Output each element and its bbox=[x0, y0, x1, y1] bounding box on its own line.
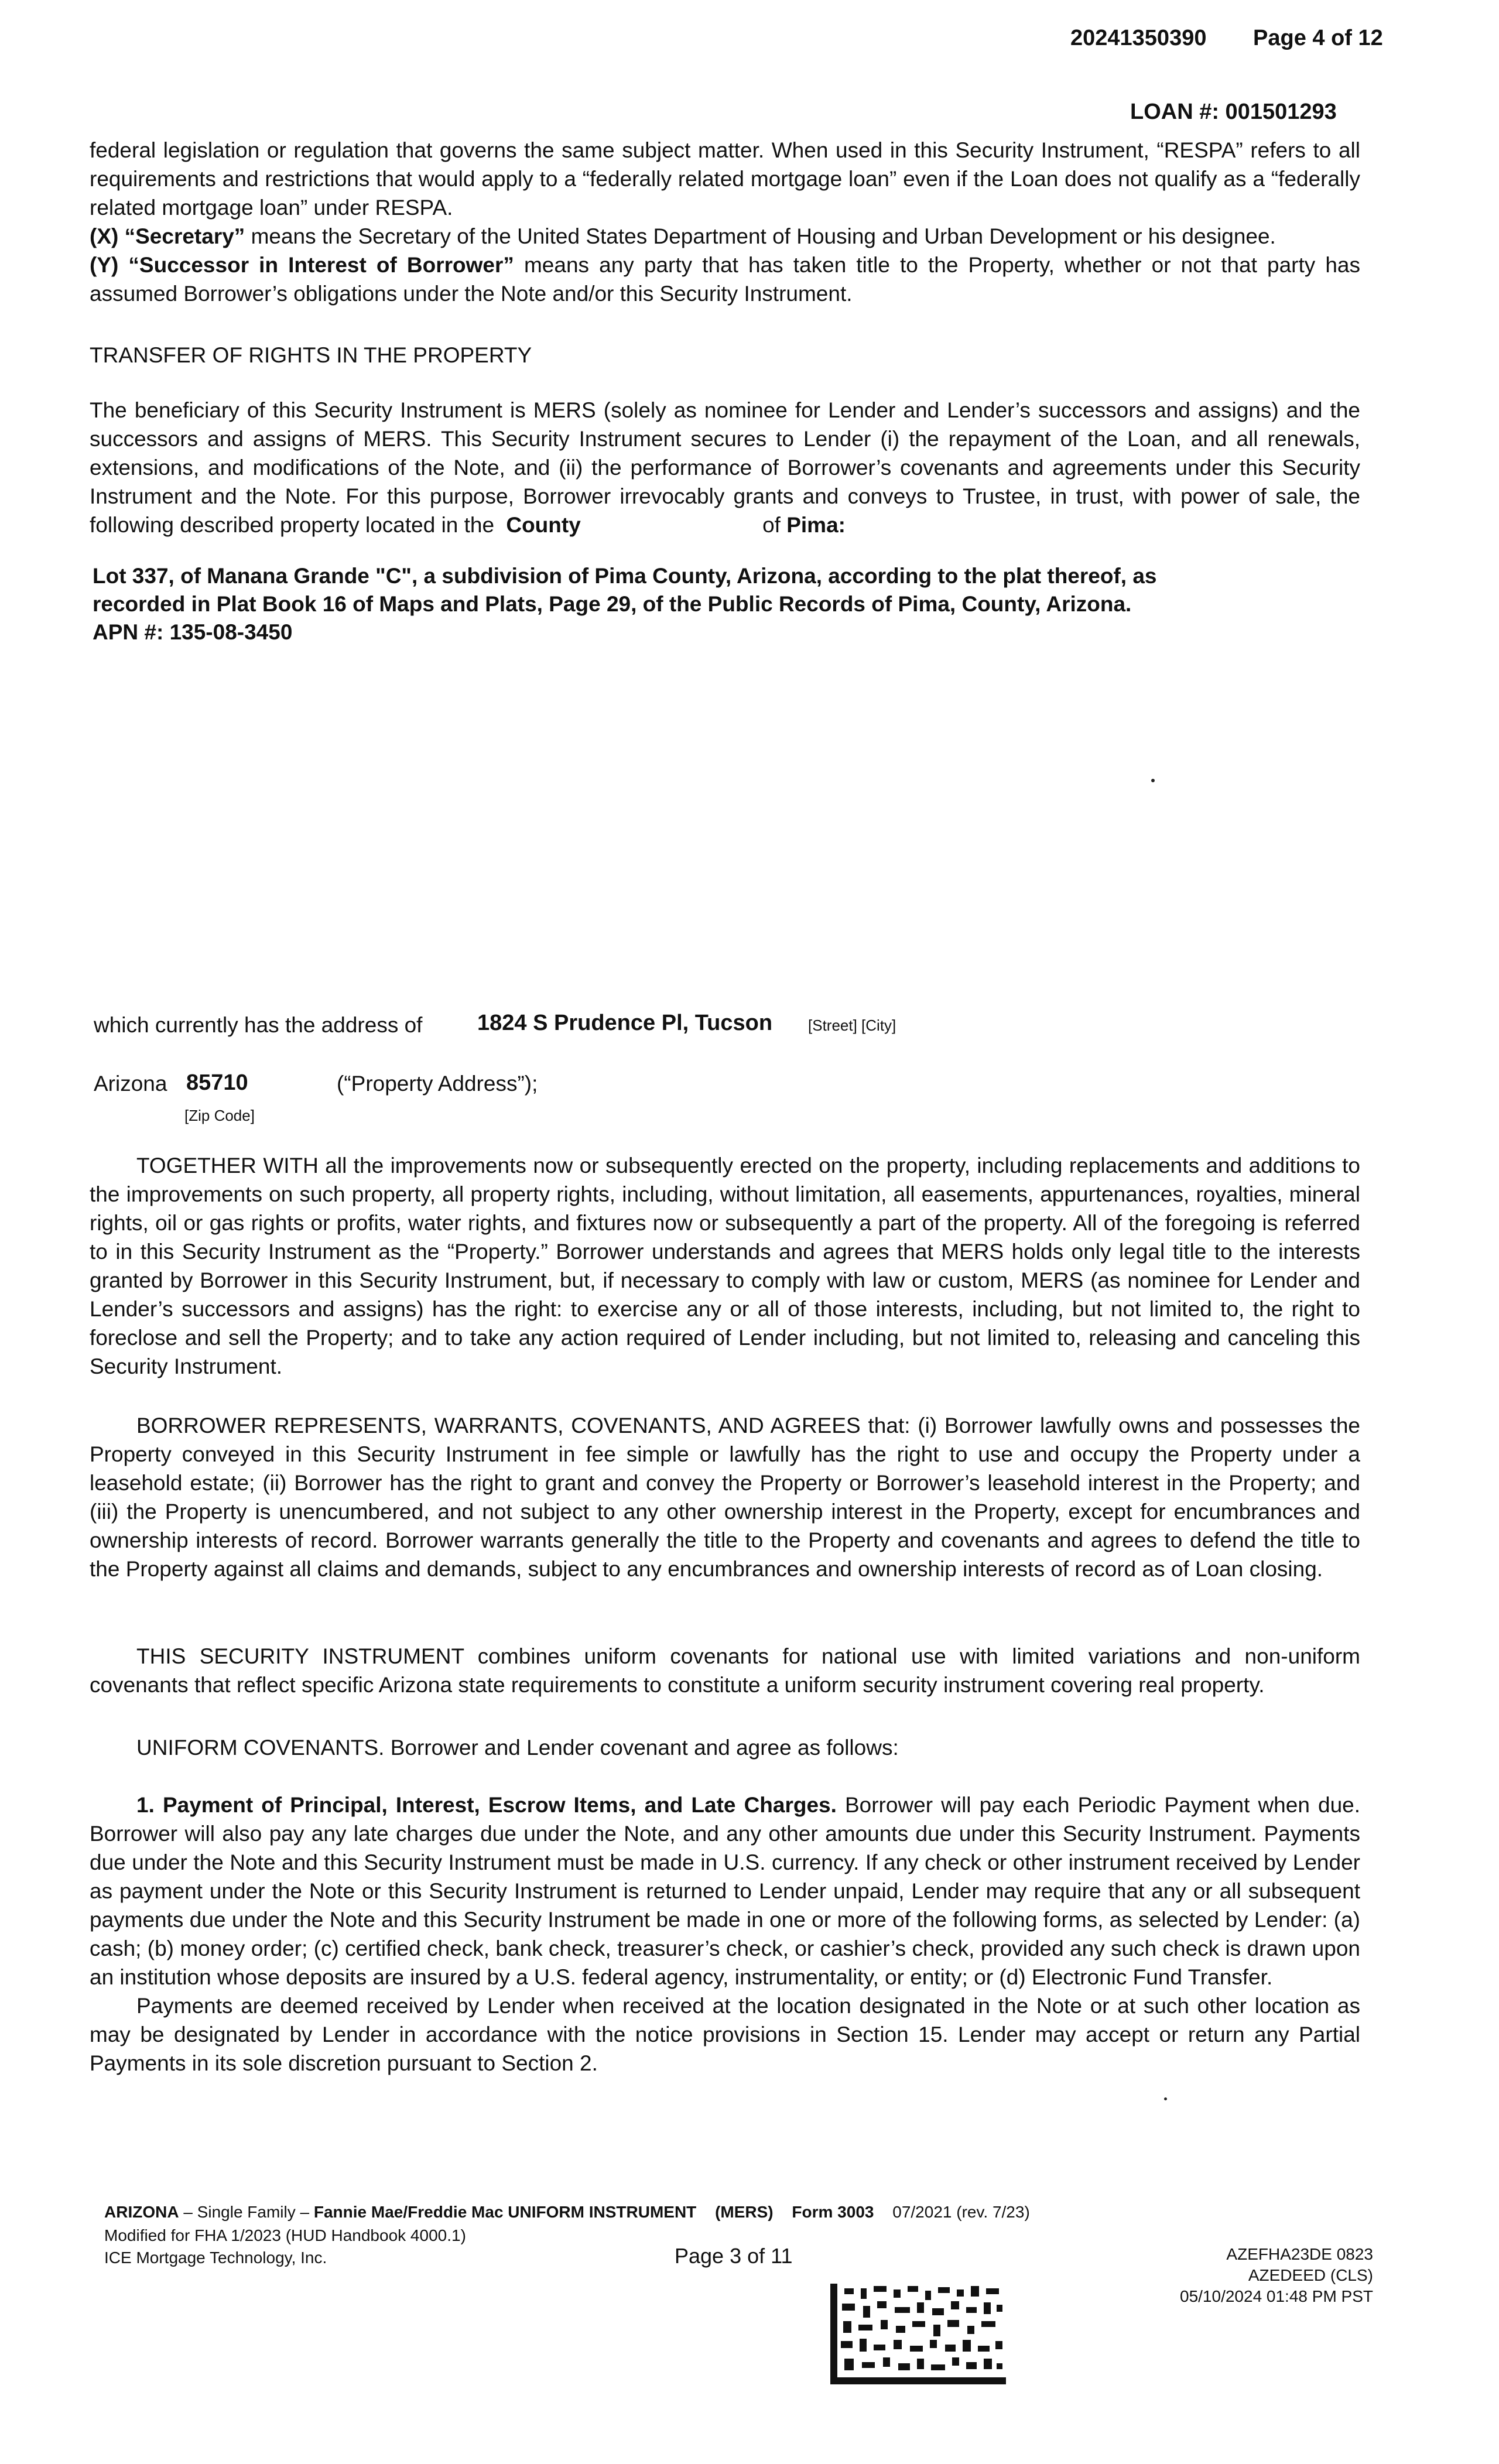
footer-state: ARIZONA bbox=[104, 2203, 179, 2221]
footer-vendor: ICE Mortgage Technology, Inc. bbox=[104, 2249, 327, 2267]
together-with-paragraph: TOGETHER WITH all the improvements now or subsequently erected on the property, including replacements and additions to the improvements on such property, all property rights, including, without limitation, all easements, appurtenances, royalties, mineral rights, oil or gas rights or profits, water rights, and fixtures now or subsequently a part of the property. All of the foregoing is referred to in this Security Instrument as the “Property.” Borrower understands and agrees that MERS holds only legal title to the interests granted by Borrower in this Security Instrument, but, if necessary to comply with law or custom, MERS (as nominee for Lender and Lender’s successors and assigns) has the right: to exercise any or all of those interests, including, but not limited to, the right to foreclose and sell the Property; and to take any action required of Lender including, but not limited to, releasing and canceling this Security Instrument. bbox=[90, 1154, 1360, 1378]
section-1-text: Borrower will pay each Periodic Payment when due. Borrower will also pay any late charges due under the Note, and any other amounts due under this Security Instrument. Payments due under the Note and this Security Instrument must be made in U.S. currency. If any check or other instrument received by Lender as payment under the Note or this Security Instrument is returned to Lender unpaid, Lender may require that any or all subsequent payments due under the Note and this Security Instrument be made in one or more of the following forms, as selected by Lender: (a) cash; (b) money order; (c) certified check, bank check, treasurer’s check, or cashier’s check, provided any such check is drawn upon an institution whose deposits are insured by a U.S. federal agency, instrumentality, or entity; or (d) Electronic Fund Transfer. bbox=[90, 1793, 1360, 1989]
uniform-covenants-heading: UNIFORM COVENANTS. Borrower and Lender covenant and agree as follows: bbox=[136, 1736, 899, 1760]
footer-timestamp: 05/10/2024 01:48 PM PST bbox=[1180, 2287, 1373, 2305]
barcode-2d-icon bbox=[830, 2284, 1006, 2384]
footer-mers: (MERS) bbox=[715, 2203, 774, 2221]
transfer-paragraph bbox=[90, 396, 1360, 539]
transfer-heading: TRANSFER OF RIGHTS IN THE PROPERTY bbox=[90, 343, 532, 367]
loan-number: LOAN #: 001501293 bbox=[1130, 100, 1337, 124]
footer-page: Page 3 of 11 bbox=[675, 2244, 793, 2268]
legal-description bbox=[93, 562, 1157, 646]
section-1-number: 1. bbox=[136, 1793, 155, 1817]
stray-mark bbox=[1164, 2097, 1167, 2100]
legal-line-1: Lot 337, of Manana Grande "C", a subdivision of Pima County, Arizona, according to the plat thereof, as bbox=[93, 564, 1157, 588]
respa-definition-continuation: federal legislation or regulation that governs the same subject matter. When used in this Security Instrument, “RESPA” refers to all requirements and restrictions that would apply to a “federally related mortgage loan” even if the Loan does not qualify as a “federally related mortgage loan” under RESPA. bbox=[90, 138, 1360, 220]
section-1 bbox=[90, 1791, 1360, 2078]
footer-form-date: 07/2021 (rev. 7/23) bbox=[892, 2203, 1030, 2221]
property-address-label: (“Property Address”); bbox=[337, 1072, 538, 1096]
transfer-text: The beneficiary of this Security Instrument is MERS (solely as nominee for Lender and Lender’s successors and assigns) and the successors and assigns of MERS. This Security Instrument secures to Lender (i) the repayment of the Loan, and all renewals, extensions, and modifications of the Note, and (ii) the performance of Borrower’s covenants and agreements under this Security Instrument and the Note. For this purpose, Borrower irrevocably grants and conveys to Trustee, in trust, with power of sale, the following described property located in the bbox=[90, 398, 1360, 537]
borrower-represents-paragraph: BORROWER REPRESENTS, WARRANTS, COVENANTS, AND AGREES that: (i) Borrower lawfully owns and possesses the Property conveyed in this Security Instrument in fee simple or lawfully has the right to use and occupy the Property under a leasehold estate; (ii) Borrower has the right to grant and convey the Property or Borrower’s leasehold interest in the Property; and (iii) the Property is unencumbered, and not subject to any other ownership interest in the Property, except for encumbrances and ownership interests of record. Borrower warrants generally the title to the Property and covenants and agrees to defend the title to the Property against all claims and demands, subject to any encumbrances and ownership interests of record as of Loan closing. bbox=[90, 1414, 1360, 1581]
footer-form-line bbox=[104, 2202, 1030, 2223]
county-name: Pima: bbox=[786, 513, 846, 537]
apn-number: APN #: 135-08-3450 bbox=[93, 620, 293, 644]
street-city-caption: [Street] [City] bbox=[808, 1017, 896, 1034]
footer-code-2: AZEDEED (CLS) bbox=[1248, 2266, 1373, 2284]
section-1-paragraph bbox=[90, 1791, 1360, 1991]
section-1-title: Payment of Principal, Interest, Escrow Items, and Late Charges. bbox=[162, 1793, 837, 1817]
footer-code-1: AZEFHA23DE 0823 bbox=[1226, 2245, 1373, 2263]
street-city: 1824 S Prudence Pl, Tucson bbox=[477, 1011, 773, 1035]
footer-codes bbox=[1180, 2244, 1373, 2307]
definition-secretary bbox=[90, 222, 1360, 251]
legal-line-2: recorded in Plat Book 16 of Maps and Plats, Page 29, of the Public Records of Pima, County, Arizona. bbox=[93, 592, 1132, 616]
footer-modified: Modified for FHA 1/2023 (HUD Handbook 4000.1) bbox=[104, 2226, 466, 2244]
instrument-combines-paragraph: THIS SECURITY INSTRUMENT combines uniform covenants for national use with limited variations and non-uniform covenants that reflect specific Arizona state requirements to constitute a uniform security instrument covering real property. bbox=[90, 1644, 1360, 1697]
definition-label: (Y) bbox=[90, 253, 119, 277]
zip-code: 85710 bbox=[186, 1070, 248, 1095]
section-1-paragraph-2: Payments are deemed received by Lender when received at the location designated in the Note or at such other location as may be designated by Lender in accordance with the notice provisions in Section 15. Lender may accept or return any Partial Payments in its sole discretion pursuant to Section 2. bbox=[90, 1994, 1360, 2075]
definition-term: “Successor in Interest of Borrower” bbox=[128, 253, 514, 277]
of-label: of bbox=[762, 513, 781, 537]
page-label: Page 4 of 12 bbox=[1253, 26, 1383, 50]
address-intro: which currently has the address of bbox=[94, 1013, 423, 1037]
county-label: County bbox=[506, 513, 581, 537]
recording-number: 20241350390 bbox=[1070, 26, 1207, 50]
footer-sep: – Single Family – bbox=[179, 2203, 314, 2221]
state-name: Arizona bbox=[94, 1072, 167, 1096]
zip-caption: [Zip Code] bbox=[184, 1107, 255, 1124]
definition-text: means any party that has taken title to the Property, whether or not that party has assumed Borrower’s obligations under the Note and/or this Security Instrument. bbox=[90, 253, 1360, 306]
definition-label: (X) bbox=[90, 224, 119, 248]
footer-form: Form 3003 bbox=[792, 2203, 874, 2221]
stray-mark bbox=[1151, 779, 1155, 782]
definition-successor bbox=[90, 251, 1360, 308]
definition-term: “Secretary” bbox=[124, 224, 245, 248]
definitions-section bbox=[90, 136, 1360, 308]
definition-text: means the Secretary of the United States Department of Housing and Urban Development or his designee. bbox=[245, 224, 1276, 248]
footer-instrument: Fannie Mae/Freddie Mac UNIFORM INSTRUMENT bbox=[313, 2203, 697, 2221]
